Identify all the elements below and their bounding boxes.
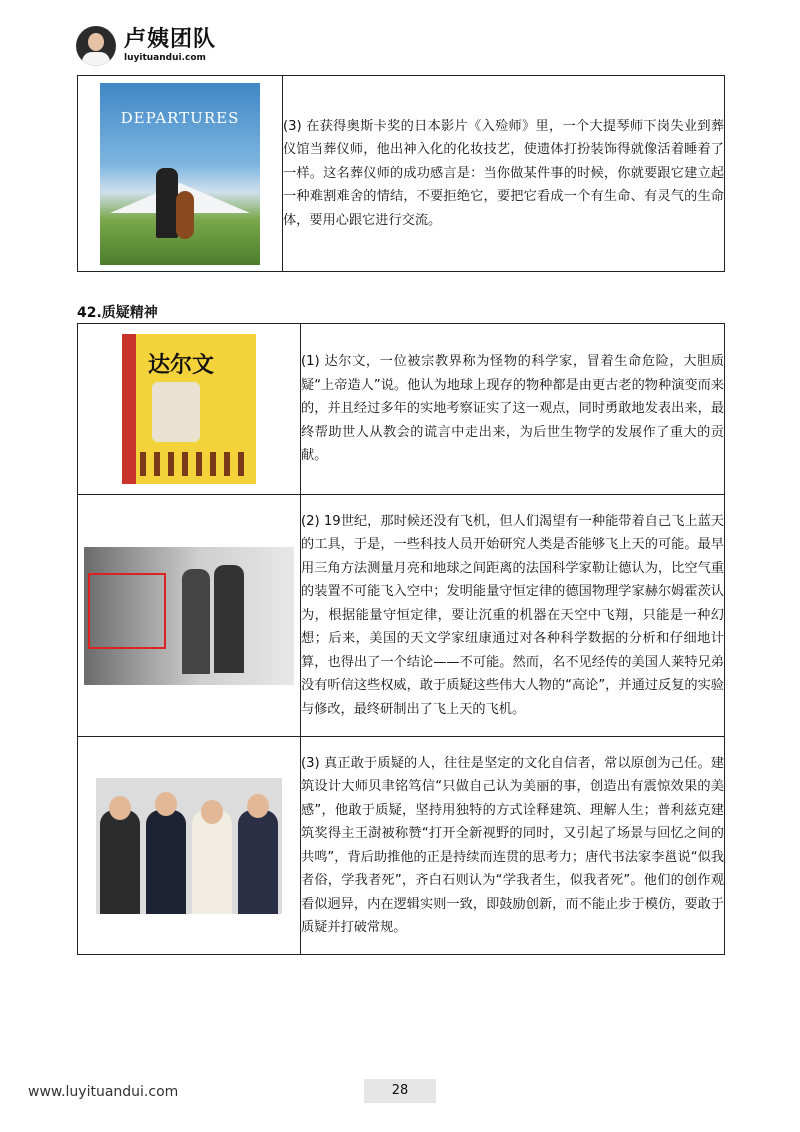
- image-cell: [78, 76, 283, 272]
- darwin-title: 达尔文: [148, 352, 215, 378]
- wright-brothers-photo: [84, 547, 294, 685]
- table-row: [78, 324, 725, 495]
- originality-text: (3) 真正敢于质疑的人，往往是坚定的文化自信者，常以原创为己任。建筑设计大师贝聿铭笃信“只做自己认为美丽的事，创造出有震惊效果的美感”，他敢于质疑，坚持用独特的方式诠释建筑、理解人生；普利兹克建筑奖得主王澍被称赞“打开全新视野的同时，又引起了场景与回忆之间的共鸣”，背后助推他的正是持续而连贯的思考力；唐代书法家李邕说“似我者俗，学我者死”，齐白石则认为“学我者生，似我者死”。他们的创作观看似迥异，内在逻辑实则一致，即鼓励创新，而不能止步于模仿，要敢于质疑并打破常规。: [301, 737, 725, 955]
- section-title: 42.质疑精神: [77, 305, 158, 321]
- intro-table: [77, 75, 725, 272]
- poster-title: DEPARTURES: [120, 108, 240, 127]
- brand-avatar: [76, 26, 116, 66]
- page-header: [76, 22, 216, 70]
- brand-name: 卢姨团队: [124, 27, 217, 52]
- wright-brothers-text: (2) 19世纪，那时候还没有飞机，但人们渴望有一种能带着自己飞上蓝天的工具，于是，一些科技人员开始研究人类是否能够飞上天的可能。最早用三角方法测量月亮和地球之间距离的法国科学家勒让德认为，比空气重的装置不可能飞入空中；发明能量守恒定律的德国物理学家赫尔姆霍茨认为，根据能量守恒定律，要让沉重的机器在天空中飞翔，只能是一种幻想；后来，美国的天文学家纽康通过对各种科学数据的分析和仔细地计算，也得出了一个结论——不可能。然而，名不见经传的美国人莱特兄弟没有听信这些权威，敢于质疑这些伟大人物的“高论”，并通过反复的实验与修改，最终研制出了飞上天的飞机。: [301, 495, 725, 737]
- brand-url: luyituandui.com: [124, 53, 206, 63]
- darwin-text: (1) 达尔文，一位被宗教界称为怪物的科学家，冒着生命危险，大胆质疑“上帝造人”说。他认为地球上现存的物种都是由更古老的物种演变而来的，并且经过多年的实地考察证实了这一观点，同时勇敢地发表出来，最终帮助世人从教会的谎言中走出来，为后世生物学的发展作了重大的贡献。: [301, 324, 725, 495]
- four-men-photo: [96, 778, 282, 914]
- table-row: [78, 76, 725, 272]
- table-row: [78, 495, 725, 737]
- image-cell: [78, 495, 301, 737]
- departures-poster-image: [100, 83, 260, 265]
- image-cell: [78, 324, 301, 495]
- brand-block: [124, 29, 216, 63]
- darwin-book-image: [122, 334, 256, 484]
- page-number: 28: [364, 1079, 436, 1103]
- questioning-table: [77, 323, 725, 955]
- image-cell: [78, 737, 301, 955]
- footer-url: www.luyituandui.com: [28, 1084, 179, 1100]
- table-row: [78, 737, 725, 955]
- intro-text: (3) 在获得奥斯卡奖的日本影片《入殓师》里，一个大提琴师下岗失业到葬仪馆当葬仪师，他出神入化的化妆技艺，使遗体打扮装饰得就像活着睡着了一样。这名葬仪师的成功感言是：当你做某件事的时候，你就要跟它建立起一种难割难舍的情结，不要拒绝它，要把它看成一个有生命、有灵气的生命体，要用心跟它进行交流。: [283, 76, 725, 272]
